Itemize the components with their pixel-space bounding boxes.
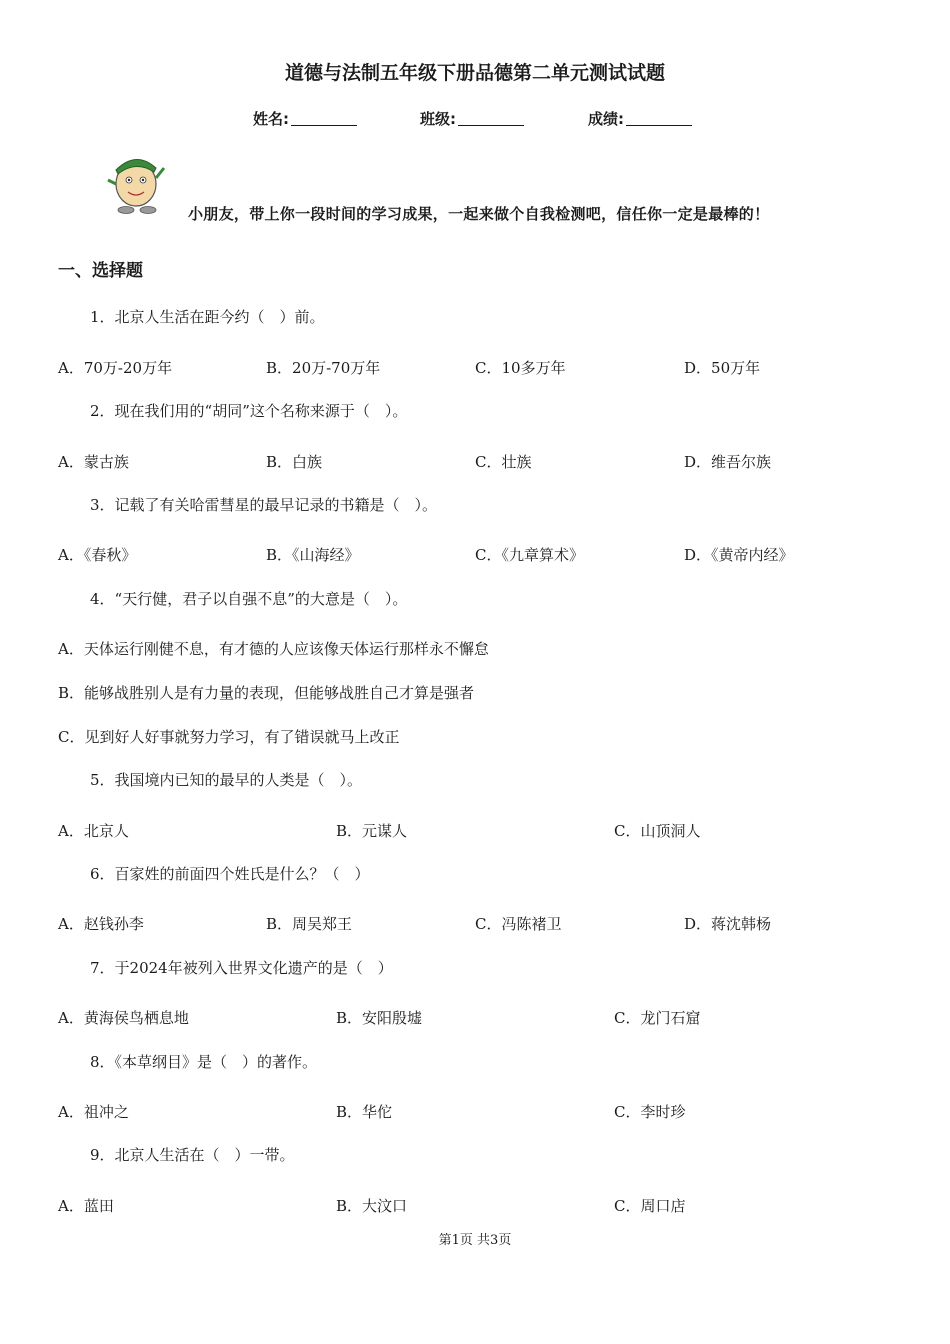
q2-option-d[interactable]: D．维吾尔族 <box>684 453 772 471</box>
question-2: 2．现在我们用的“胡同”这个名称来源于（ ）。 <box>90 402 408 420</box>
q2-option-a[interactable]: A．蒙古族 <box>58 453 129 471</box>
class-blank[interactable] <box>458 111 524 126</box>
page-title: 道德与法制五年级下册品德第二单元测试试题 <box>284 62 665 84</box>
score-label: 成绩: <box>588 110 624 128</box>
question-3: 3．记载了有关哈雷彗星的最早记录的书籍是（ ）。 <box>90 496 438 514</box>
q2-option-b[interactable]: B．白族 <box>266 453 323 471</box>
name-label: 姓名: <box>253 110 289 128</box>
q5-option-a[interactable]: A．北京人 <box>58 822 129 840</box>
q9-option-c[interactable]: C．周口店 <box>614 1197 686 1215</box>
question-5: 5．我国境内已知的最早的人类是（ ）。 <box>90 771 363 789</box>
q3-option-d[interactable]: D．《黄帝内经》 <box>684 546 794 564</box>
page-footer: 第1页 共3页 <box>438 1233 512 1248</box>
question-4: 4．“天行健，君子以自强不息”的大意是（ ）。 <box>90 590 408 608</box>
q6-option-a[interactable]: A．赵钱孙李 <box>58 915 144 933</box>
q7-option-c[interactable]: C．龙门石窟 <box>614 1009 701 1027</box>
cartoon-mascot-icon <box>96 148 176 218</box>
q8-option-a[interactable]: A．祖冲之 <box>58 1103 129 1121</box>
q3-option-c[interactable]: C．《九章算术》 <box>475 546 584 564</box>
q2-option-c[interactable]: C．壮族 <box>475 453 532 471</box>
score-blank[interactable] <box>626 111 692 126</box>
section-heading: 一、选择题 <box>58 261 143 281</box>
q6-option-b[interactable]: B．周吴郑王 <box>266 915 353 933</box>
q3-option-b[interactable]: B．《山海经》 <box>266 546 360 564</box>
question-8: 8．《本草纲目》是（ ）的著作。 <box>90 1053 318 1071</box>
score-field <box>588 108 692 129</box>
class-label: 班级: <box>420 110 456 128</box>
q4-option-b[interactable]: B．能够战胜别人是有力量的表现，但能够战胜自己才算是强者 <box>58 684 475 702</box>
q3-option-a[interactable]: A．《春秋》 <box>58 546 137 564</box>
question-7: 7．于2024年被列入世界文化遗产的是（ ） <box>90 959 393 977</box>
q4-option-a[interactable]: A．天体运行刚健不息，有才德的人应该像天体运行那样永不懈怠 <box>58 640 489 658</box>
q1-option-d[interactable]: D．50万年 <box>684 359 761 377</box>
q9-option-a[interactable]: A．蓝田 <box>58 1197 114 1215</box>
question-1: 1．北京人生活在距今约（ ）前。 <box>90 308 325 326</box>
q5-option-c[interactable]: C．山顶洞人 <box>614 822 701 840</box>
name-blank[interactable] <box>291 111 357 126</box>
q8-option-b[interactable]: B．华佗 <box>336 1103 393 1121</box>
q5-option-b[interactable]: B．元谋人 <box>336 822 408 840</box>
q9-option-b[interactable]: B．大汶口 <box>336 1197 408 1215</box>
name-field <box>253 108 357 129</box>
q7-option-b[interactable]: B．安阳殷墟 <box>336 1009 423 1027</box>
q1-option-b[interactable]: B．20万-70万年 <box>266 359 381 377</box>
q6-option-d[interactable]: D．蒋沈韩杨 <box>684 915 772 933</box>
q7-option-a[interactable]: A．黄海侯鸟栖息地 <box>58 1009 189 1027</box>
q1-option-c[interactable]: C．10多万年 <box>475 359 566 377</box>
encouragement-text: 小朋友，带上你一段时间的学习成果，一起来做个自我检测吧，信任你一定是最棒的！ <box>188 205 770 223</box>
question-9: 9．北京人生活在（ ）一带。 <box>90 1146 295 1164</box>
question-6: 6．百家姓的前面四个姓氏是什么？（ ） <box>90 865 370 883</box>
q8-option-c[interactable]: C．李时珍 <box>614 1103 686 1121</box>
q4-option-c[interactable]: C．见到好人好事就努力学习，有了错误就马上改正 <box>58 728 400 746</box>
q6-option-c[interactable]: C．冯陈褚卫 <box>475 915 562 933</box>
q1-option-a[interactable]: A．70万-20万年 <box>58 359 173 377</box>
class-field <box>420 108 524 129</box>
